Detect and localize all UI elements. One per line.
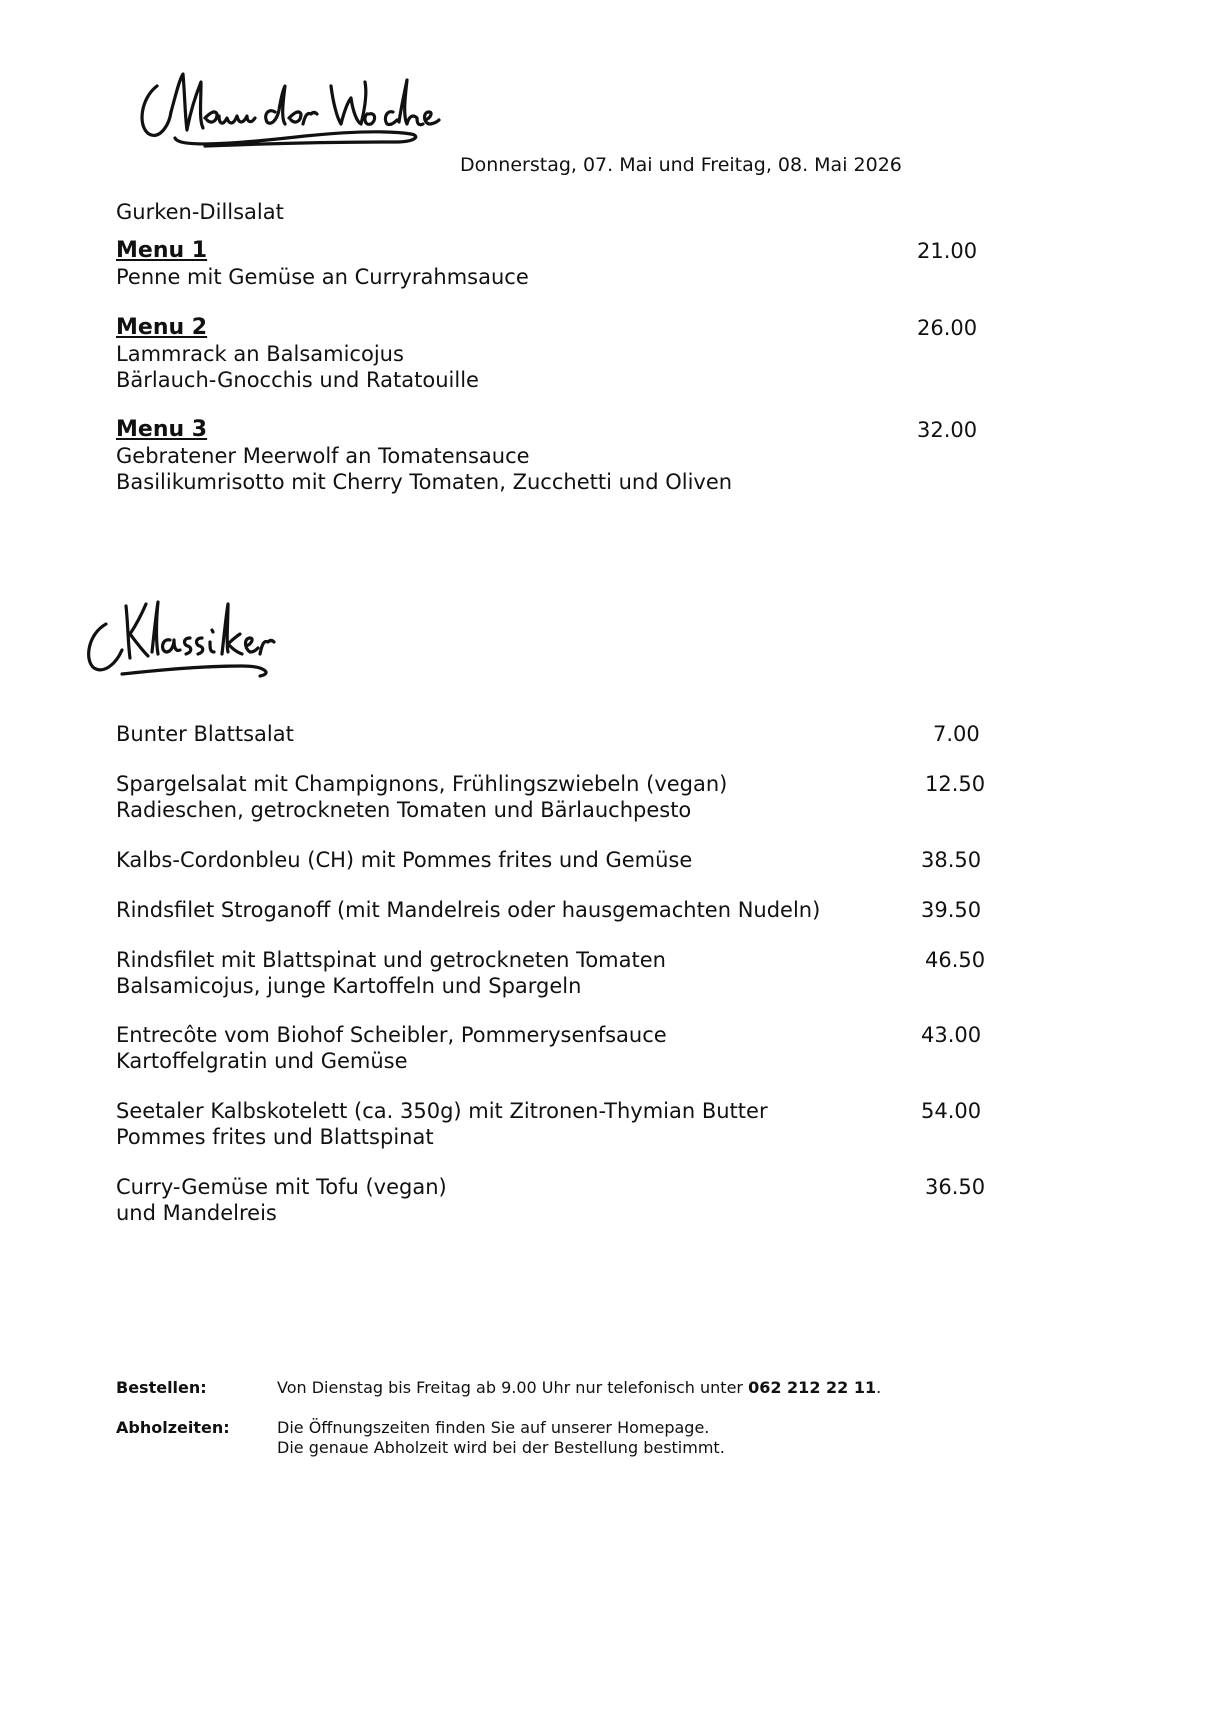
menu-date: Donnerstag, 07. Mai und Freitag, 08. Mai 2026	[460, 154, 902, 176]
menu-der-woche-signature	[135, 68, 445, 150]
order-label: Bestellen:	[116, 1378, 207, 1397]
classic-item-7-price: 54.00	[921, 1099, 982, 1123]
menu-3-price: 32.00	[917, 418, 978, 442]
classic-item-1: Bunter Blattsalat	[116, 722, 294, 746]
menu-2-line-2: Bärlauch-Gnocchis und Ratatouille	[116, 368, 479, 392]
classic-item-2-price: 12.50	[925, 772, 986, 796]
menu-1-price: 21.00	[917, 239, 978, 263]
classic-item-8-price: 36.50	[925, 1175, 986, 1199]
menu-2-price: 26.00	[917, 316, 978, 340]
klassiker-signature	[82, 594, 287, 684]
classic-item-5-line-1: Rindsfilet mit Blattspinat und getrockneten Tomaten	[116, 948, 666, 972]
menu-3-label: Menu 3	[116, 417, 208, 442]
classic-item-5-price: 46.50	[925, 948, 986, 972]
classic-item-2-line-2: Radieschen, getrockneten Tomaten und Bärlauchpesto	[116, 798, 692, 822]
menu-2-block	[116, 315, 479, 393]
menu-2-label: Menu 2	[116, 315, 208, 340]
menu-3-line-1: Gebratener Meerwolf an Tomatensauce	[116, 444, 530, 468]
menu-1-line-1: Penne mit Gemüse an Curryrahmsauce	[116, 265, 529, 289]
classic-item-5	[116, 947, 666, 999]
classic-item-4: Rindsfilet Stroganoff (mit Mandelreis oder hausgemachten Nudeln)	[116, 898, 821, 922]
order-end: .	[876, 1378, 882, 1397]
classic-item-2	[116, 771, 727, 823]
classic-item-6-price: 43.00	[921, 1023, 982, 1047]
classic-item-6	[116, 1022, 667, 1074]
classic-item-5-line-2: Balsamicojus, junge Kartoffeln und Spargeln	[116, 974, 582, 998]
order-phone: 062 212 22 11	[748, 1378, 877, 1397]
pickup-info	[277, 1418, 725, 1458]
klassiker-heading	[82, 594, 287, 684]
classic-item-7-line-2: Pommes frites und Blattspinat	[116, 1125, 434, 1149]
order-text: Von Dienstag bis Freitag ab 9.00 Uhr nur telefonisch unter	[277, 1378, 749, 1397]
pickup-label: Abholzeiten:	[116, 1418, 230, 1437]
menu-1-block	[116, 238, 529, 290]
classic-item-2-line-1: Spargelsalat mit Champignons, Frühlingszwiebeln (vegan)	[116, 772, 728, 796]
menu-3-line-2: Basilikumrisotto mit Cherry Tomaten, Zucchetti und Oliven	[116, 470, 733, 494]
starter-dish: Gurken-Dillsalat	[116, 200, 284, 224]
menu-2-line-1: Lammrack an Balsamicojus	[116, 342, 404, 366]
pickup-line-2: Die genaue Abholzeit wird bei der Bestellung bestimmt.	[277, 1438, 725, 1457]
pickup-line-1: Die Öffnungszeiten finden Sie auf unserer Homepage.	[277, 1418, 710, 1437]
classic-item-6-line-2: Kartoffelgratin und Gemüse	[116, 1049, 408, 1073]
order-info	[277, 1378, 881, 1398]
menu-3-block	[116, 417, 732, 495]
menu-1-label: Menu 1	[116, 238, 208, 263]
classic-item-3-price: 38.50	[921, 848, 982, 872]
classic-item-8	[116, 1174, 447, 1226]
classic-item-7	[116, 1098, 768, 1150]
menu-der-woche-heading	[135, 68, 445, 150]
classic-item-8-line-2: und Mandelreis	[116, 1201, 277, 1225]
classic-item-1-price: 7.00	[933, 722, 980, 746]
classic-item-7-line-1: Seetaler Kalbskotelett (ca. 350g) mit Zitronen-Thymian Butter	[116, 1099, 768, 1123]
classic-item-6-line-1: Entrecôte vom Biohof Scheibler, Pommerysenfsauce	[116, 1023, 667, 1047]
classic-item-3: Kalbs-Cordonbleu (CH) mit Pommes frites und Gemüse	[116, 848, 693, 872]
classic-item-8-line-1: Curry-Gemüse mit Tofu (vegan)	[116, 1175, 447, 1199]
classic-item-4-price: 39.50	[921, 898, 982, 922]
